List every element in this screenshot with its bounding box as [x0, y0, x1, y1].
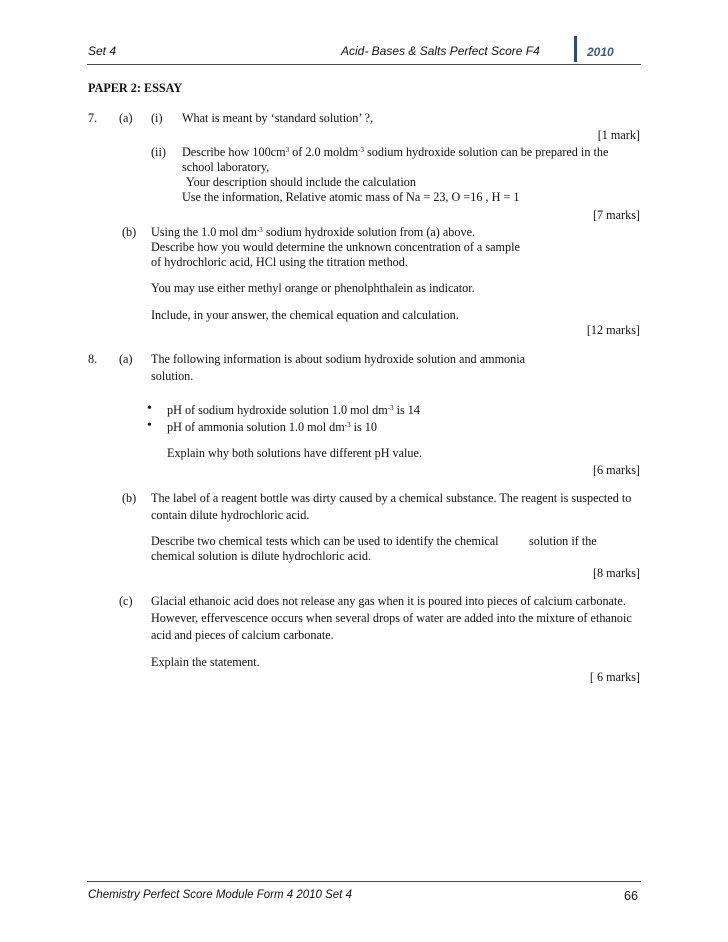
q8b-marks: [8 marks] [592, 566, 640, 580]
footer-rule [87, 881, 641, 882]
q8b-label: (b) [122, 491, 137, 505]
q8a-line1: The following information is about sodium hydroxide solution and ammonia [151, 352, 526, 366]
q8c-marks: [ 6 marks] [589, 670, 640, 684]
q7aii-line2: school laboratory, [182, 160, 270, 174]
q8b-line3b: solution if the [529, 534, 597, 548]
q8c-line1: Glacial ethanoic acid does not release any gas when it is poured into pieces of calcium carbonate. [151, 594, 626, 608]
q8a-explain: Explain why both solutions have different pH value. [167, 446, 422, 460]
q7aii-marks: [7 marks] [592, 208, 640, 222]
q7a-label: (a) [119, 111, 133, 125]
q7ai-label: (i) [151, 111, 163, 125]
footer-title: Chemistry Perfect Score Module Form 4 2010 Set 4 [88, 889, 352, 901]
q7b-line5: Include, in your answer, the chemical equation and calculation. [151, 308, 459, 322]
q8a-line2: solution. [151, 369, 194, 383]
q7aii-line1: Describe how $100cm^3$ of 2.0 moldm$^{-3}$ sodium hydroxide solution can be prepared in the [182, 145, 609, 159]
q7b-line2: Describe how you would determine the unknown concentration of a sample [151, 240, 520, 254]
q7b-line1: Using the 1.0 mol $dm^{-3}$ sodium hydroxide solution from (a) above. [151, 225, 476, 239]
q8b-line1: The label of a reagent bottle was dirty caused by a chemical substance. The reagent is suspected to [151, 491, 632, 505]
header-divider [574, 36, 577, 62]
q8c-line2: However, effervescence occurs when several drops of water are added into the mixture of ethanoic [151, 611, 632, 625]
header-set: Set 4 [88, 44, 117, 58]
q7aii-line4: Use the information, Relative atomic mass of Na = 23, O =16 , H = 1 [182, 190, 520, 204]
q7b-label: (b) [122, 225, 137, 239]
q7ai-text: What is meant by ‘standard solution’ ?, [182, 111, 374, 125]
header-rule [87, 64, 641, 65]
q7b-line3: of hydrochloric acid, HCl using the titration method. [151, 255, 408, 269]
q8-number: 8. [88, 352, 98, 366]
q7-number: 7. [88, 111, 98, 125]
header-year: 2010 [587, 45, 614, 59]
paper-title: PAPER 2: ESSAY [88, 81, 183, 95]
q8b-line4: chemical solution is dilute hydrochloric acid. [151, 549, 371, 563]
q7b-line4: You may use either methyl orange or phenolphthalein as indicator. [151, 281, 475, 295]
bullet-icon: • [147, 401, 152, 416]
q7aii-line3: Your description should include the calculation [186, 175, 416, 189]
q7aii-label: (ii) [151, 145, 166, 159]
q8b-line2: contain dilute hydrochloric acid. [151, 508, 310, 522]
q8a-marks: [6 marks] [592, 463, 640, 477]
q8a-bullet1: pH of sodium hydroxide solution 1.0 mol $dm^{-3}$ is 14 [167, 403, 420, 417]
q7b-marks: [12 marks] [586, 323, 640, 337]
q8b-line3a: Describe two chemical tests which can be used to identify the chemical [151, 534, 499, 548]
q8c-line3: acid and pieces of calcium carbonate. [151, 628, 334, 642]
q8c-label: (c) [119, 594, 133, 608]
page-number: 66 [624, 889, 638, 903]
q8c-line4: Explain the statement. [151, 655, 260, 669]
header-title: Acid- Bases & Salts Perfect Score F4 [341, 44, 540, 58]
q7ai-marks: [1 mark] [597, 128, 640, 142]
q8a-label: (a) [119, 352, 133, 366]
bullet-icon: • [147, 418, 152, 433]
q8a-bullet2: pH of ammonia solution 1.0 mol $dm^{-3}$ is 10 [167, 420, 377, 434]
